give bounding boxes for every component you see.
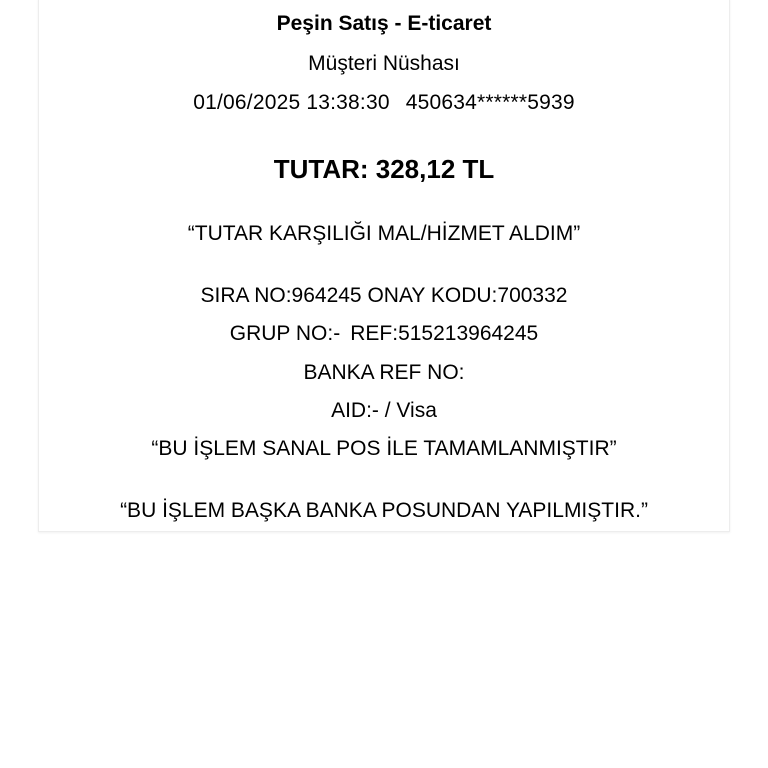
sira-no: SIRA NO:964245 (200, 284, 362, 307)
bank-ref-number: BANKA REF NO: (303, 361, 465, 384)
other-bank-pos-note: “BU İŞLEM BAŞKA BANKA POSUNDAN YAPILMIŞTIR.” (120, 499, 648, 522)
virtual-pos-note: “BU İŞLEM SANAL POS İLE TAMAMLANMIŞTIR” (151, 437, 617, 460)
transaction-info-row (0, 89, 768, 117)
ref-number: REF:515213964245 (350, 322, 539, 345)
grup-ref-row (0, 320, 768, 348)
amount-total: TUTAR: 328,12 TL (273, 154, 495, 184)
onay-kodu: ONAY KODU:700332 (367, 284, 568, 307)
sira-onay-row (0, 282, 768, 310)
receipt-title: Peşin Satış - E-ticaret (276, 12, 492, 35)
transaction-datetime: 01/06/2025 13:38:30 (193, 91, 390, 114)
copy-label: Müşteri Nüshası (308, 52, 460, 75)
goods-received-statement: “TUTAR KARŞILIĞI MAL/HİZMET ALDIM” (187, 222, 581, 245)
aid-card-brand: AID:- / Visa (331, 399, 437, 422)
grup-no: GRUP NO:- (229, 322, 341, 345)
masked-card-number: 450634******5939 (405, 91, 575, 114)
